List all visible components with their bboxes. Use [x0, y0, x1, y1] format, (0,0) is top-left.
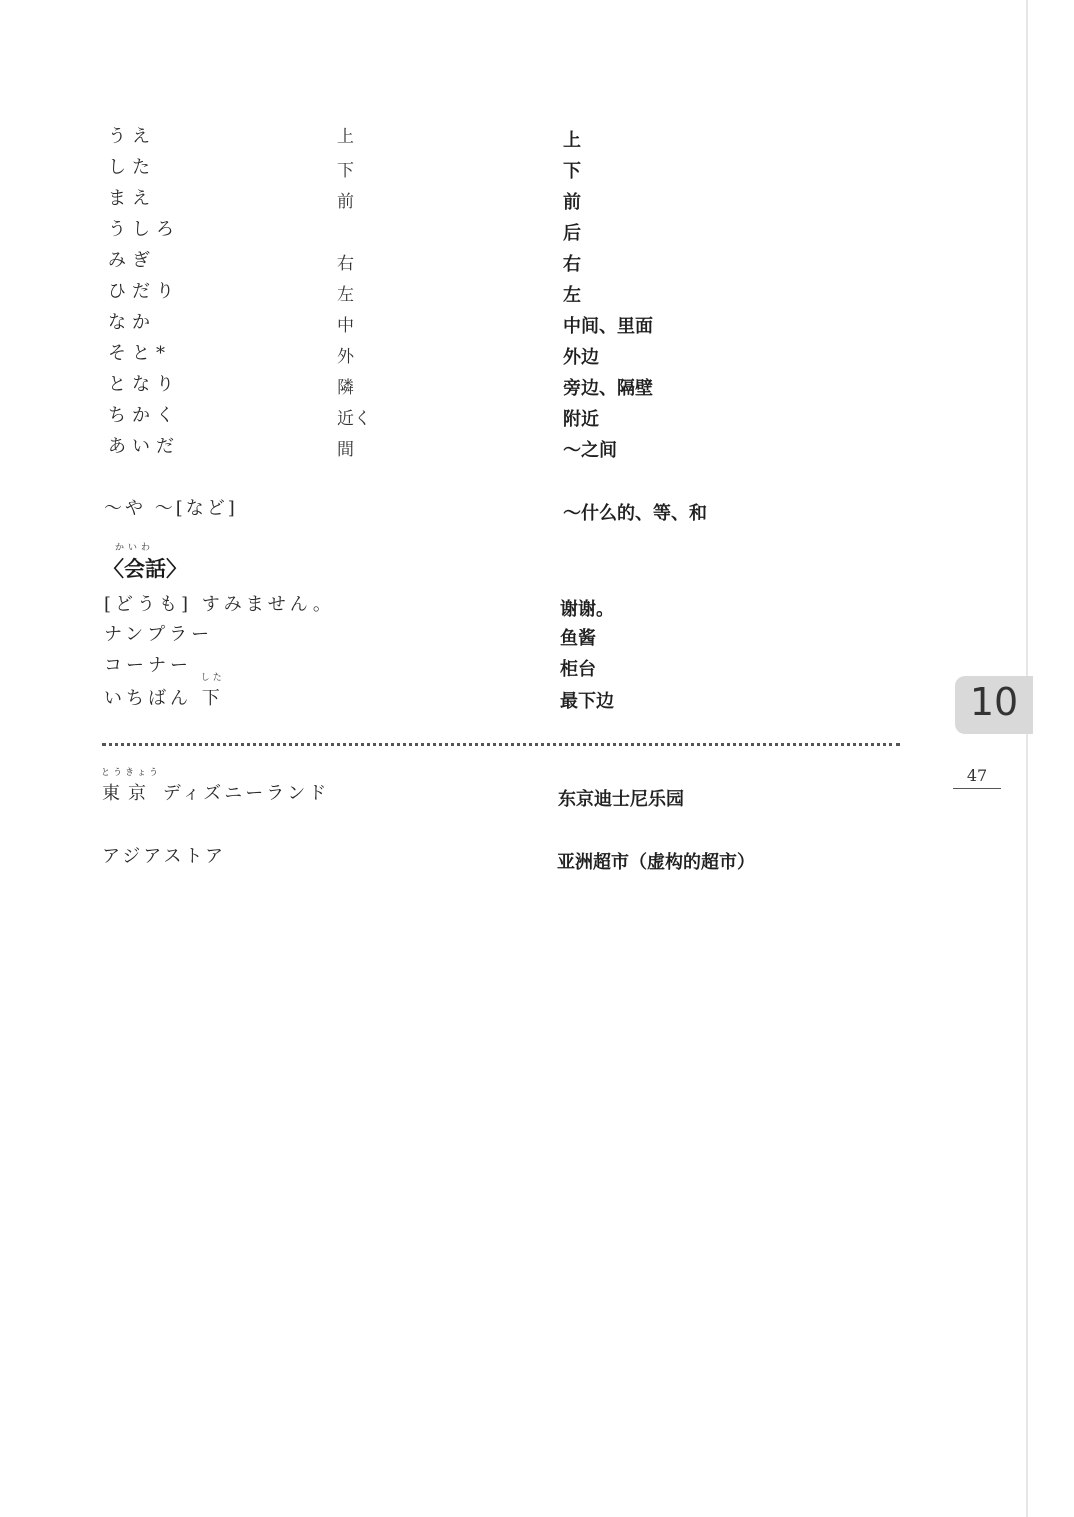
proper-noun-translation: 东京迪士尼乐园 [558, 789, 684, 810]
vocab-kanji: 左 [337, 285, 354, 305]
vocab-translation: 外边 [563, 347, 599, 368]
vocab-translation: 旁边、隔壁 [563, 378, 653, 399]
vocab-row [0, 277, 1074, 309]
vocab-kanji: 中 [337, 316, 354, 336]
vocab-kana: なか [108, 312, 156, 333]
vocab-translation: ～之间 [563, 440, 617, 461]
expression-kana: ～や ～[など] [104, 498, 238, 519]
vocab-row [0, 153, 1074, 185]
conversation-kana-prefix: いちばん [104, 688, 202, 709]
conversation-row [0, 620, 1074, 652]
page-number: 47 [966, 766, 988, 785]
chapter-number: 10 [969, 680, 1019, 724]
conversation-row [0, 651, 1074, 683]
vocab-translation: 中间、里面 [563, 316, 653, 337]
conversation-kana: [どうも] すみません。 [104, 594, 335, 615]
ruby-base: 東京 [102, 783, 154, 804]
conversation-kana: ナンプラー [104, 624, 214, 645]
vocab-row [0, 401, 1074, 433]
conversation-row [0, 590, 1074, 622]
vocab-row [0, 339, 1074, 371]
vocab-kanji: 上 [337, 127, 354, 147]
conversation-kana-with-ruby [104, 673, 225, 710]
ruby-word [101, 768, 162, 805]
vocab-kana: みぎ [108, 250, 156, 271]
ruby-reading: とうきょう [101, 768, 162, 778]
vocab-kana: ひだり [108, 281, 180, 302]
vocab-kanji: 間 [337, 440, 354, 460]
vocab-row [0, 432, 1074, 464]
vocab-kana: そと* [108, 343, 171, 364]
vocab-kanji: 外 [337, 347, 354, 367]
vocab-row [0, 215, 1074, 247]
vocab-kanji: 右 [337, 254, 354, 274]
vocab-kana: あいだ [108, 436, 180, 457]
conversation-heading-text: 〈会話〉 [103, 556, 187, 581]
proper-noun-translation: 亚洲超市（虚构的超市） [557, 852, 755, 873]
proper-noun-kana-suffix: ディズニーランド [154, 783, 330, 804]
vocab-kana: うしろ [108, 219, 180, 240]
ruby-base: 下 [201, 688, 224, 709]
vocab-kana: うえ [108, 126, 156, 147]
chapter-tab [955, 676, 1033, 734]
ruby-word [200, 673, 225, 710]
vocab-kanji: 隣 [337, 378, 354, 398]
vocab-kanji: 下 [337, 161, 354, 181]
expression-translation: ～什么的、等、和 [563, 503, 707, 524]
vocab-kana: した [108, 157, 156, 178]
ruby-reading: した [200, 673, 225, 683]
conversation-heading-ruby: かいわ [115, 543, 155, 553]
vocab-row [0, 184, 1074, 216]
page-number-rule [953, 788, 1001, 789]
proper-noun-kana [101, 768, 330, 805]
dotted-divider [102, 743, 900, 746]
proper-noun-kana: アジアストア [102, 846, 227, 867]
vocab-translation: 下 [563, 161, 581, 182]
conversation-translation: 谢谢。 [560, 599, 614, 620]
vocab-translation: 附近 [563, 409, 599, 430]
conversation-translation: 鱼酱 [560, 628, 596, 649]
vocab-translation: 右 [563, 254, 581, 275]
proper-noun-row [0, 842, 1074, 874]
vocab-row [0, 370, 1074, 402]
vocab-kana: となり [108, 374, 180, 395]
vocab-row [0, 122, 1074, 154]
conversation-translation: 柜台 [560, 659, 596, 680]
vocab-kana: まえ [108, 188, 156, 209]
vocab-row [0, 308, 1074, 340]
vocab-translation: 上 [563, 130, 581, 151]
vocab-kanji: 前 [337, 192, 354, 212]
vocab-translation: 后 [563, 223, 581, 244]
vocab-translation: 左 [563, 285, 581, 306]
conversation-kana: コーナー [104, 655, 192, 676]
expression-row [0, 494, 1074, 526]
vocab-kanji: 近く [337, 409, 371, 429]
conversation-translation: 最下边 [560, 691, 614, 712]
vocab-translation: 前 [563, 192, 581, 213]
vocab-row [0, 246, 1074, 278]
conversation-heading [103, 540, 203, 584]
vocab-kana: ちかく [108, 405, 180, 426]
conversation-row [0, 673, 1074, 716]
